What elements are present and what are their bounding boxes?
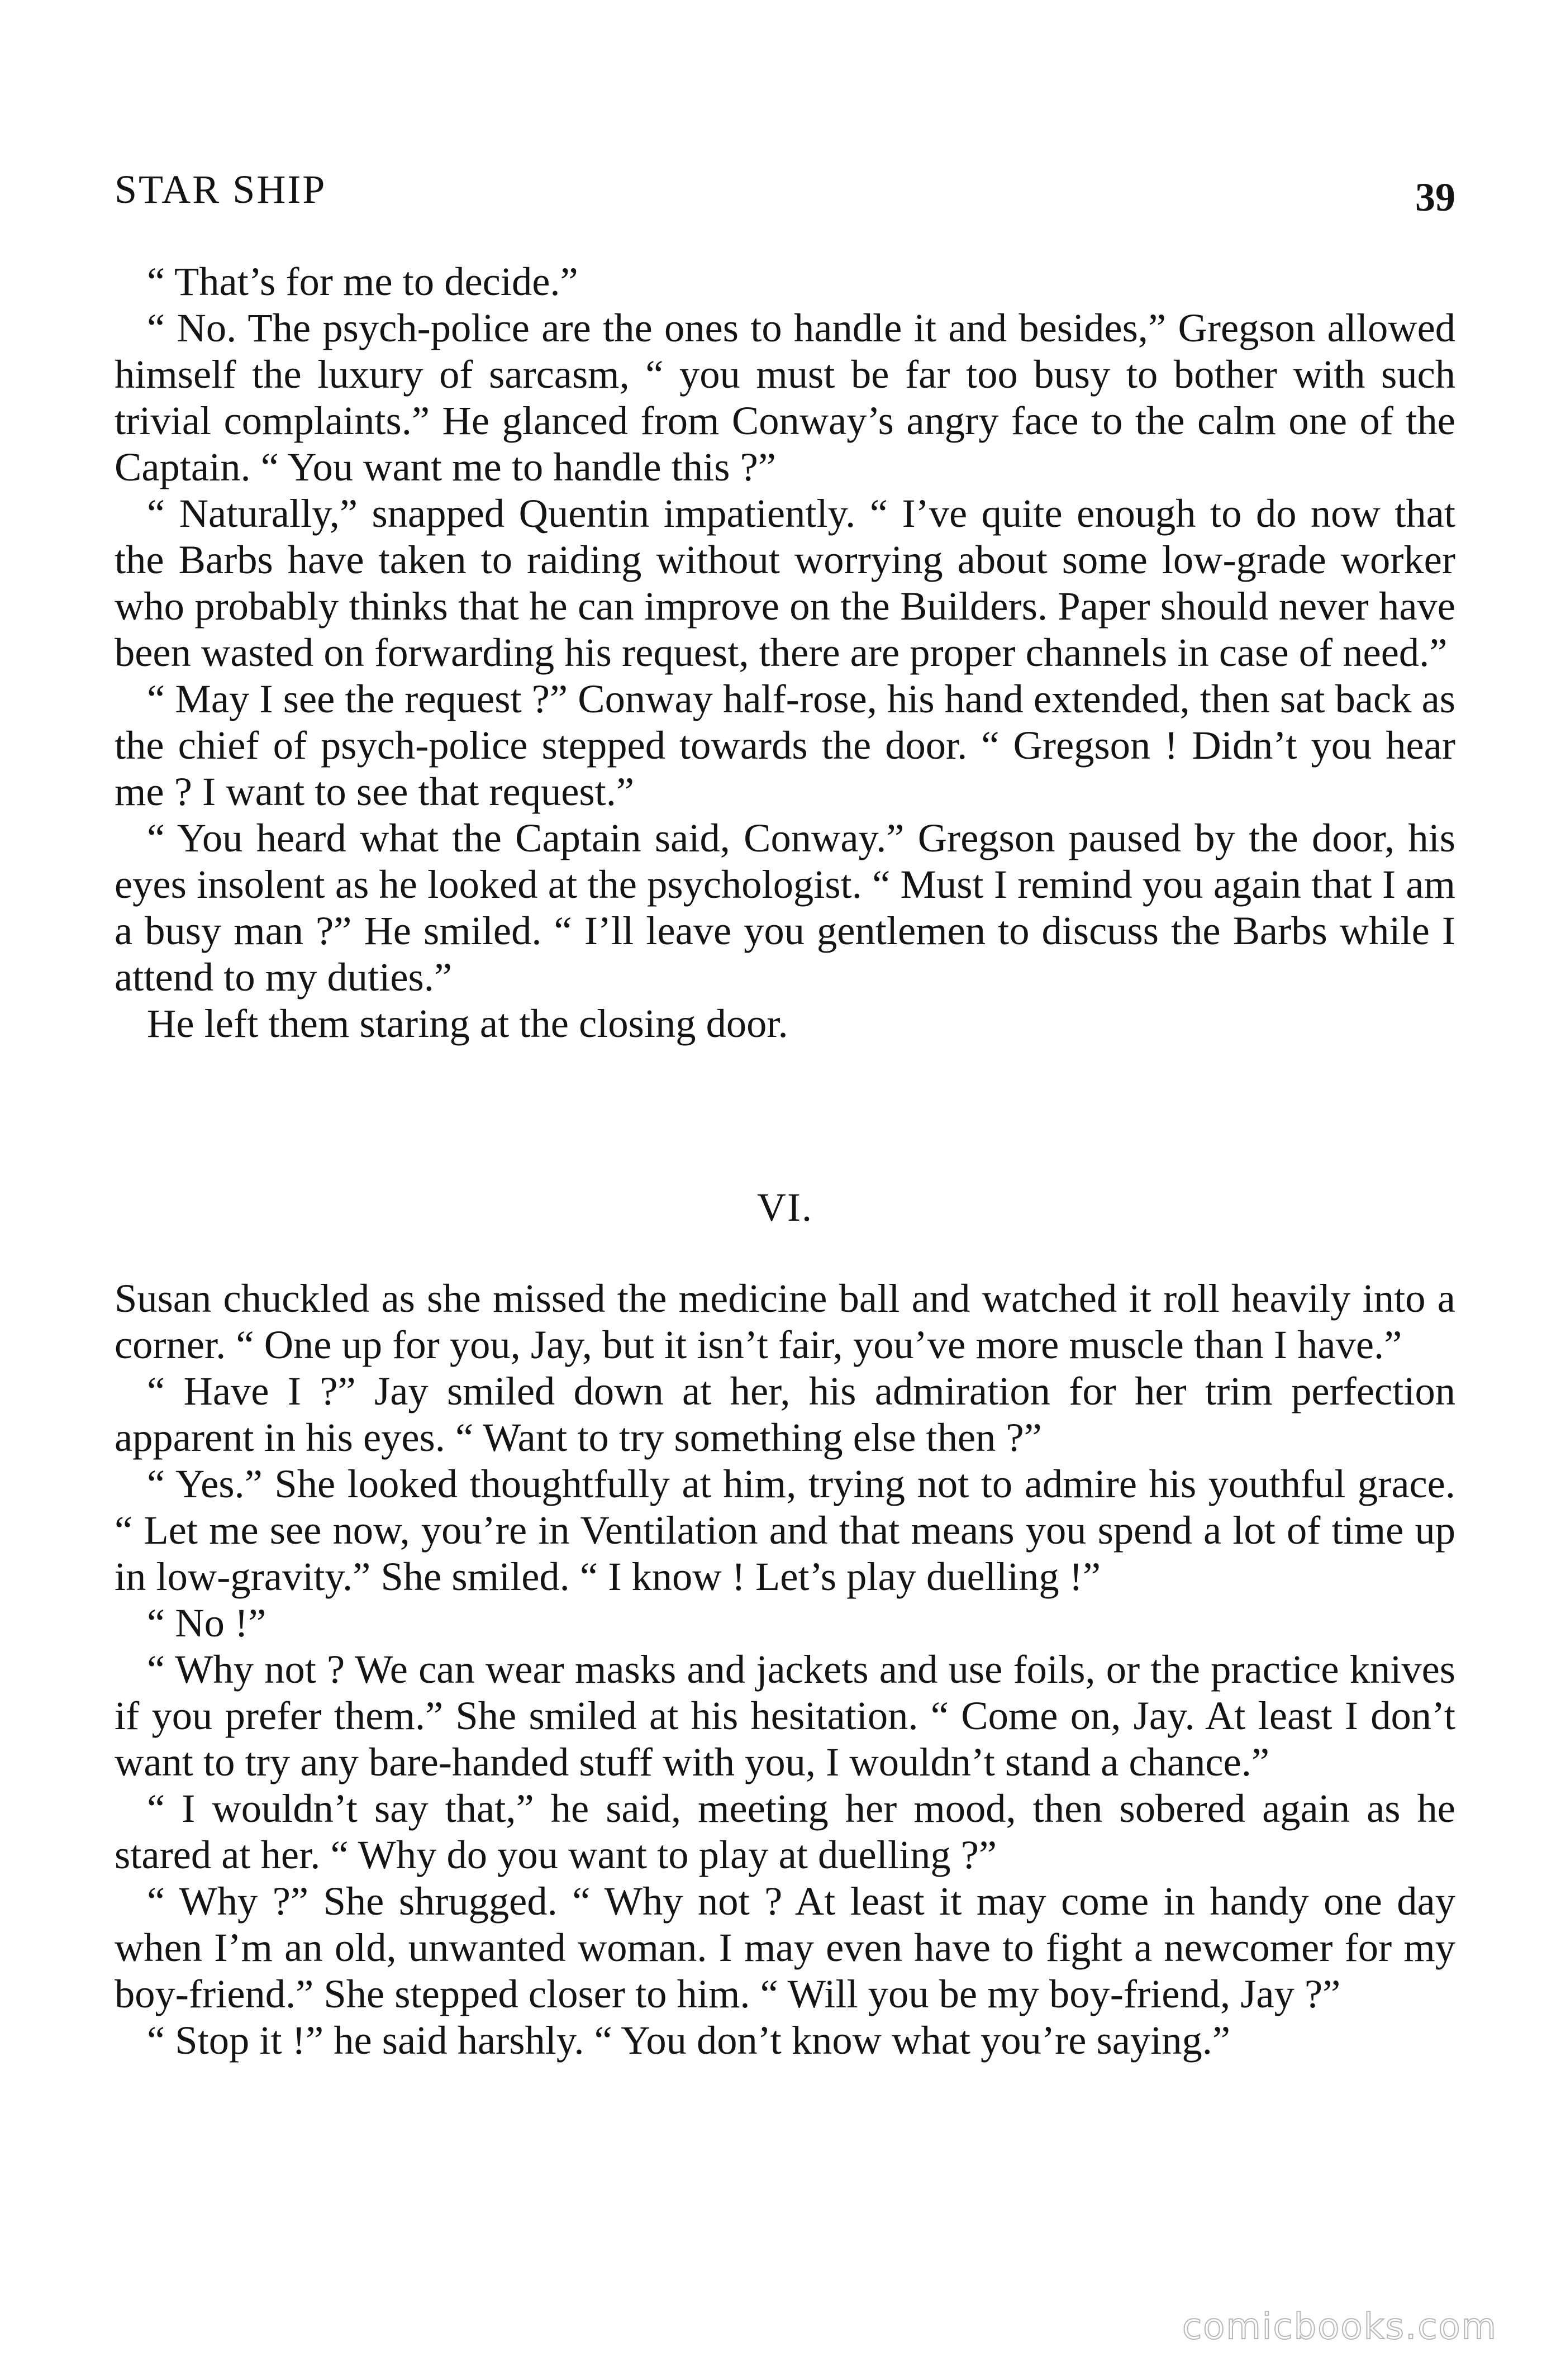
- paragraph: “ Yes.” She looked thoughtfully at him, trying not to admire his youthful grace. “ Let me see now, you’re in Ventilation and that means you spend a lot of time up in low-gravity.” She smiled. “ I know ! Let’s play duelling !”: [115, 1461, 1455, 1599]
- watermark: comicbooks.com: [1182, 2306, 1497, 2348]
- section-heading: VI.: [757, 1185, 813, 1230]
- paragraph: “ Naturally,” snapped Quentin impatiently. “ I’ve quite enough to do now that the Barbs have taken to raiding without worrying about some low-grade worker who probably thinks that he can improve on the Builders. Paper should never have been wasted on forwarding his request, there are proper channels in case of need.”: [115, 491, 1455, 675]
- paragraph: He left them staring at the closing door.: [147, 1001, 788, 1046]
- paragraph: “ Why not ? We can wear masks and jackets and use foils, or the practice knives if you prefer them.” She smiled at his hesitation. “ Come on, Jay. At least I don’t want to try any bare-handed stuff with you, I wouldn’t stand a chance.”: [115, 1646, 1455, 1784]
- page-number: 39: [1415, 175, 1455, 220]
- text-block-after-section: [115, 1275, 1455, 2063]
- paragraph: “ No !”: [147, 1600, 266, 1645]
- paragraph: “ I wouldn’t say that,” he said, meeting her mood, then sobered again as he stared at her. “ Why do you want to play at duelling ?”: [115, 1786, 1455, 1877]
- paragraph: “ Stop it !” he said harshly. “ You don’t know what you’re saying.”: [147, 2017, 1231, 2063]
- paragraph: “ That’s for me to decide.”: [147, 259, 578, 304]
- paragraph: “ No. The psych-police are the ones to handle it and besides,” Gregson allowed himself the luxury of sarcasm, “ you must be far too busy to bother with such trivial complaints.” He glanced from Conway’s angry face to the calm one of the Captain. “ You want me to handle this ?”: [115, 305, 1455, 489]
- paragraph: “ You heard what the Captain said, Conway.” Gregson paused by the door, his eyes insolent as he looked at the psychologist. “ Must I remind you again that I am a busy man ?” He smiled. “ I’ll leave you gentlemen to discuss the Barbs while I attend to my duties.”: [115, 815, 1455, 999]
- text-block-before-section: [115, 258, 1455, 1046]
- paragraph: Susan chuckled as she missed the medicine ball and watched it roll heavily into a corner. “ One up for you, Jay, but it isn’t fair, you’ve more muscle than I have.”: [115, 1275, 1455, 1367]
- paragraph: “ Why ?” She shrugged. “ Why not ? At least it may come in handy one day when I’m an old, unwanted woman. I may even have to fight a newcomer for my boy-friend.” She stepped closer to him. “ Will you be my boy-friend, Jay ?”: [115, 1878, 1455, 2016]
- paragraph: “ May I see the request ?” Conway half-rose, his hand extended, then sat back as the chief of psych-police stepped towards the door. “ Gregson ! Didn’t you hear me ? I want to see that request.”: [115, 676, 1455, 814]
- running-head: STAR SHIP: [115, 167, 327, 212]
- page-header: [115, 166, 1455, 222]
- paragraph: “ Have I ?” Jay smiled down at her, his admiration for her trim perfection apparent in his eyes. “ Want to try something else then ?”: [115, 1368, 1455, 1460]
